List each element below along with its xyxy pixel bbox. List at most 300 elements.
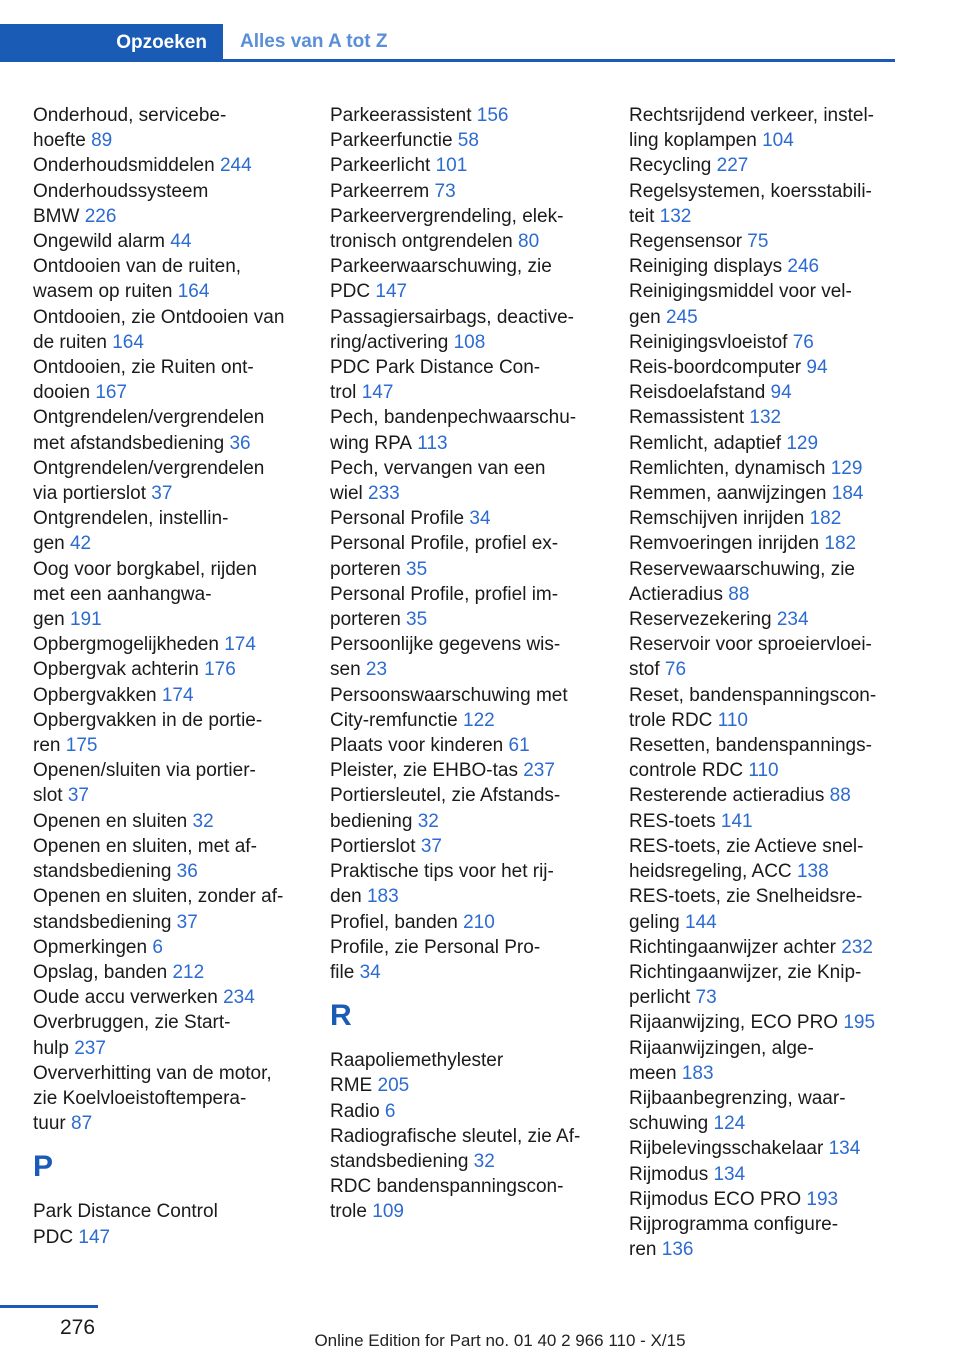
index-entry (330, 531, 620, 581)
page-link[interactable]: 35 (406, 609, 428, 631)
entry-label: Reisdoelafstand (629, 382, 771, 404)
page-link[interactable]: 104 (762, 130, 794, 152)
page-link[interactable]: 136 (661, 1239, 694, 1261)
entry-label: Rijbaanbegrenzing, waar- (629, 1087, 846, 1109)
entry-label: Parkeerassistent (330, 105, 477, 126)
page-link[interactable]: 167 (95, 382, 128, 404)
index-entry (629, 783, 894, 808)
page-link[interactable]: 234 (223, 987, 255, 1009)
index-entry (330, 632, 620, 682)
entry-text (33, 531, 323, 556)
page-link[interactable]: 138 (796, 861, 829, 883)
entry-label: Resterende actieradius (629, 785, 830, 807)
entry-text (33, 1061, 323, 1086)
entry-text (629, 204, 894, 229)
index-column-3 (629, 103, 894, 1262)
entry-text (629, 305, 894, 330)
page-link[interactable]: 156 (476, 105, 509, 126)
page-link[interactable]: 147 (375, 281, 408, 303)
index-entry (629, 884, 894, 934)
index-entry (33, 960, 323, 985)
page-link[interactable]: 87 (71, 1113, 93, 1135)
entry-text (33, 128, 323, 153)
entry-label: Oog voor borgkabel, rijden (33, 558, 257, 580)
index-entry (330, 1174, 620, 1224)
page-link[interactable]: 110 (717, 709, 748, 731)
index-entry (330, 1099, 620, 1124)
entry-label: RES-toets, zie Actieve snel- (629, 835, 864, 857)
page-link[interactable]: 32 (417, 810, 439, 832)
entry-label: Openen en sluiten (33, 810, 193, 832)
page-link[interactable]: 88 (829, 785, 851, 807)
entry-text (330, 1073, 620, 1098)
page-link[interactable]: 109 (372, 1201, 404, 1223)
entry-label: Regensensor (629, 231, 748, 253)
index-entry (629, 1212, 894, 1262)
entry-text (33, 355, 323, 380)
entry-label: meen (629, 1062, 682, 1084)
entry-text (330, 128, 620, 153)
page-link[interactable]: 134 (828, 1138, 861, 1160)
index-entry (629, 153, 894, 178)
entry-text (33, 809, 323, 834)
entry-text (330, 884, 620, 909)
entry-text (330, 632, 620, 657)
entry-text (330, 582, 620, 607)
entry-label: Ontdooien, zie Ruiten ont- (33, 357, 254, 379)
index-entry (629, 380, 894, 405)
entry-label: ring/activering (330, 331, 454, 353)
page-link[interactable]: 164 (177, 281, 210, 303)
entry-label: tronisch ontgrendelen (330, 231, 519, 253)
entry-text (33, 1111, 323, 1136)
page-link[interactable]: 195 (843, 1012, 876, 1034)
entry-label: Rijmodus ECO PRO (629, 1188, 807, 1210)
entry-label: Parkeerwaarschuwing, zie (330, 256, 552, 278)
entry-label: Personal Profile, profiel ex- (330, 533, 559, 555)
index-entry (33, 985, 323, 1010)
page-link[interactable]: 233 (368, 483, 400, 505)
page-link[interactable]: 183 (366, 886, 399, 908)
entry-label: standsbediening (33, 861, 177, 883)
entry-label: via portierslot (33, 483, 152, 505)
entry-text (629, 229, 894, 254)
page-link[interactable]: 193 (806, 1188, 839, 1210)
page-link[interactable]: 88 (728, 583, 750, 605)
page-link[interactable]: 44 (170, 231, 192, 253)
page-link[interactable]: 237 (523, 760, 555, 782)
entry-text (330, 229, 620, 254)
entry-text (629, 758, 894, 783)
page-link[interactable]: 245 (665, 306, 698, 328)
index-entry (330, 783, 620, 833)
entry-text (629, 985, 894, 1010)
entry-text (629, 279, 894, 304)
page-link[interactable]: 184 (831, 483, 864, 505)
entry-text (33, 1199, 323, 1224)
entry-text (629, 1237, 894, 1262)
entry-text (33, 935, 323, 960)
entry-text (330, 103, 620, 128)
page-link[interactable]: 176 (204, 659, 236, 681)
page-link[interactable]: 212 (172, 961, 205, 983)
entry-text (629, 834, 894, 859)
page-link[interactable]: 232 (841, 936, 873, 958)
page-link[interactable]: 101 (435, 155, 468, 177)
section-letter: P (33, 1150, 54, 1184)
entry-text (629, 380, 894, 405)
entry-text (330, 1124, 620, 1149)
entry-text (629, 884, 894, 909)
page-link[interactable]: 37 (420, 835, 442, 857)
entry-text (33, 607, 323, 632)
page-link[interactable]: 34 (469, 508, 491, 530)
page-link[interactable]: 210 (463, 911, 495, 933)
entry-label: Remlichten, dynamisch (629, 457, 831, 479)
entry-label: Park Distance Control (33, 1201, 218, 1223)
entry-text (33, 481, 323, 506)
index-entry (629, 809, 894, 834)
entry-label: ling koplampen (629, 130, 763, 152)
entry-label: Personal Profile (330, 508, 470, 530)
entry-label: Pech, vervangen van een (330, 457, 546, 479)
entry-label: Personal Profile, profiel im- (330, 583, 559, 605)
page-link[interactable]: 141 (720, 810, 753, 832)
page-link[interactable]: 80 (518, 231, 540, 253)
entry-label: dooien (33, 382, 96, 404)
entry-text (33, 279, 323, 304)
entry-text (33, 758, 323, 783)
entry-label: wing RPA (330, 432, 418, 454)
index-entry (33, 935, 323, 960)
entry-text (629, 330, 894, 355)
page-link[interactable]: 147 (361, 382, 394, 404)
index-entry (629, 834, 894, 884)
index-entry (33, 657, 323, 682)
page-link[interactable]: 37 (67, 785, 89, 807)
entry-text (33, 405, 323, 430)
entry-label: PDC (330, 281, 376, 303)
tab-opzoeken[interactable]: Opzoeken (0, 24, 223, 62)
entry-label: porteren (330, 558, 407, 580)
entry-text (330, 204, 620, 229)
entry-label: PDC Park Distance Con- (330, 357, 541, 379)
index-entry (629, 456, 894, 481)
entry-label: gen (629, 306, 666, 328)
page-link[interactable]: 108 (453, 331, 486, 353)
page-link[interactable]: 76 (664, 659, 687, 681)
entry-text (33, 582, 323, 607)
entry-label: Onderhoudssysteem (33, 180, 209, 202)
page-link[interactable]: 6 (152, 936, 163, 958)
page-link[interactable]: 34 (359, 961, 381, 983)
entry-text (33, 153, 323, 178)
page-link[interactable]: 32 (192, 810, 214, 832)
entry-label: Remmen, aanwijzingen (629, 483, 832, 505)
entry-label: Actieradius (629, 583, 729, 605)
page-link[interactable]: 237 (74, 1037, 106, 1059)
page-link[interactable]: 175 (65, 735, 98, 757)
index-entry (330, 1124, 620, 1174)
entry-label: Onderhoudsmiddelen (33, 155, 220, 177)
index-entry (33, 405, 323, 455)
page-link[interactable]: 58 (457, 130, 479, 152)
entry-label: Openen/sluiten via portier- (33, 760, 256, 782)
page-link[interactable]: 174 (161, 684, 194, 706)
entry-text (33, 1036, 323, 1061)
entry-text (330, 657, 620, 682)
index-entry (629, 1187, 894, 1212)
page-link[interactable]: 23 (365, 659, 388, 681)
entry-label: Richtingaanwijzer achter (629, 936, 842, 958)
page-link[interactable]: 32 (473, 1150, 495, 1172)
index-entry (33, 153, 323, 178)
entry-label: Opmerkingen (33, 936, 153, 958)
entry-label: bediening (330, 810, 418, 832)
entry-label: Reiniging displays (629, 256, 788, 278)
page-link[interactable]: 61 (508, 735, 530, 757)
page-link[interactable]: 6 (384, 1100, 396, 1122)
entry-label: Opbergvakken (33, 684, 162, 706)
page-link[interactable]: 124 (713, 1113, 746, 1135)
entry-text (629, 859, 894, 884)
entry-label: Opslag, banden (33, 961, 173, 983)
entry-text (629, 153, 894, 178)
section-letter: R (330, 999, 352, 1033)
entry-label: Reservewaarschuwing, zie (629, 558, 855, 580)
entry-text (33, 657, 323, 682)
index-entry (33, 179, 323, 229)
index-entry (629, 1162, 894, 1187)
index-entry (629, 557, 894, 607)
page-link[interactable]: 205 (377, 1075, 410, 1097)
entry-text (33, 557, 323, 582)
entry-label: RES-toets (629, 810, 721, 832)
entry-label: de ruiten (33, 331, 113, 353)
entry-label: Profile, zie Personal Pro- (330, 936, 541, 958)
entry-label: Reservezekering (629, 609, 777, 631)
entry-label: Remassistent (629, 407, 750, 429)
page-link[interactable]: 94 (806, 357, 828, 379)
page-link[interactable]: 76 (792, 331, 814, 353)
entry-text (33, 733, 323, 758)
page-link[interactable]: 110 (748, 760, 779, 782)
index-entry (629, 1036, 894, 1086)
page-link[interactable]: 122 (463, 709, 495, 731)
entry-text (629, 1187, 894, 1212)
entry-label: controle RDC (629, 760, 749, 782)
page-link[interactable]: 132 (749, 407, 782, 429)
page-link[interactable]: 73 (434, 180, 456, 202)
entry-label: trole (330, 1201, 373, 1223)
entry-label: zie Koelvloeistoftempera- (33, 1087, 247, 1109)
entry-text (330, 758, 620, 783)
index-column-2 (330, 103, 620, 1225)
entry-label: Persoonlijke gegevens wis- (330, 634, 561, 656)
page-link[interactable]: 182 (824, 533, 857, 555)
page-link[interactable]: 35 (406, 558, 428, 580)
entry-text (629, 1136, 894, 1161)
entry-text (629, 1061, 894, 1086)
page-link[interactable]: 73 (695, 987, 717, 1009)
entry-text (629, 683, 894, 708)
index-entry (330, 153, 620, 178)
entry-label: Portierslot (330, 835, 421, 857)
entry-label: BMW (33, 205, 85, 227)
entry-text (330, 733, 620, 758)
entry-label: Richtingaanwijzer, zie Knip- (629, 961, 862, 983)
index-entry (330, 683, 620, 733)
page-link[interactable]: 227 (716, 155, 749, 177)
index-entry (33, 1010, 323, 1060)
entry-text (33, 683, 323, 708)
index-entry (33, 305, 323, 355)
page-link[interactable]: 42 (69, 533, 92, 555)
entry-text (629, 910, 894, 935)
page-link[interactable]: 226 (84, 205, 117, 227)
index-entry (33, 103, 323, 153)
page-link[interactable]: 36 (176, 861, 198, 883)
entry-label: Pleister, zie EHBO-tas (330, 760, 524, 782)
entry-text (33, 783, 323, 808)
page-link[interactable]: 36 (229, 432, 251, 454)
page-link[interactable]: 234 (776, 609, 809, 631)
entry-label: Overbruggen, zie Start- (33, 1012, 231, 1034)
index-entry (629, 960, 894, 1010)
page-number: 276 (60, 1316, 96, 1339)
index-entry (33, 809, 323, 834)
index-entry (330, 405, 620, 455)
page-link[interactable]: 75 (747, 231, 769, 253)
index-entry (33, 229, 323, 254)
entry-text (629, 431, 894, 456)
entry-text (330, 1099, 620, 1124)
page-link[interactable]: 174 (224, 634, 256, 656)
entry-text (629, 1010, 894, 1035)
index-entry (33, 1061, 323, 1137)
entry-text (330, 456, 620, 481)
entry-text (33, 859, 323, 884)
index-entry (330, 1048, 620, 1098)
page-link[interactable]: 164 (112, 331, 144, 353)
index-entry (33, 884, 323, 934)
tab-alles-van-a-tot-z[interactable]: Alles van A tot Z (240, 30, 388, 52)
entry-label: Openen en sluiten, met af- (33, 835, 257, 857)
page-link[interactable]: 37 (151, 483, 173, 505)
entry-label: Reinigingsvloeistof (629, 331, 793, 353)
entry-label: Ontgrendelen, instellin- (33, 508, 229, 530)
page-link[interactable]: 144 (685, 911, 717, 933)
page-link[interactable]: 183 (681, 1062, 714, 1084)
entry-text (33, 254, 323, 279)
entry-text (330, 910, 620, 935)
index-entry (629, 632, 894, 682)
page-link[interactable]: 129 (830, 457, 863, 479)
entry-label: tuur (33, 1113, 72, 1135)
entry-text (330, 179, 620, 204)
entry-text (629, 1111, 894, 1136)
entry-label: Onderhoud, servicebe- (33, 105, 227, 126)
entry-text (330, 859, 620, 884)
entry-label: hoefte (33, 130, 92, 152)
index-entry (330, 355, 620, 405)
entry-label: geling (629, 911, 685, 933)
footer-edition: Online Edition for Part no. 01 40 2 966 110 - X/15 (314, 1331, 686, 1350)
entry-label: perlicht (629, 987, 696, 1009)
entry-label: slot (33, 785, 68, 807)
entry-text (330, 809, 620, 834)
page-link[interactable]: 244 (219, 155, 252, 177)
index-entry (33, 557, 323, 633)
entry-text (330, 153, 620, 178)
entry-label: Ontgrendelen/vergrendelen (33, 457, 265, 479)
page-link[interactable]: 132 (659, 205, 692, 227)
entry-text (33, 632, 323, 657)
entry-text (330, 607, 620, 632)
entry-label: wiel (330, 483, 369, 505)
entry-label: Ontgrendelen/vergrendelen (33, 407, 265, 429)
entry-text (330, 1174, 620, 1199)
index-entry (330, 305, 620, 355)
entry-label: Parkeervergrendeling, elek- (330, 205, 564, 227)
entry-text (629, 179, 894, 204)
entry-label: standsbediening (330, 1150, 474, 1172)
index-entry (33, 834, 323, 884)
entry-label: Raapoliemethylester (330, 1050, 504, 1072)
page-link[interactable]: 113 (417, 432, 448, 454)
page-link[interactable]: 191 (69, 609, 102, 631)
page-link[interactable]: 246 (787, 256, 820, 278)
entry-label: RDC bandenspanningscon- (330, 1176, 564, 1198)
entry-text (33, 229, 323, 254)
index-entry (330, 758, 620, 783)
page-link[interactable]: 182 (809, 508, 842, 530)
entry-label: teit (629, 205, 660, 227)
entry-label: Remvoeringen inrijden (629, 533, 825, 555)
entry-text (330, 935, 620, 960)
page-link[interactable]: 129 (786, 432, 819, 454)
entry-text (33, 506, 323, 531)
entry-text (330, 783, 620, 808)
entry-label: Opbergvak achterin (33, 659, 205, 681)
entry-text (629, 708, 894, 733)
page-link[interactable]: 94 (770, 382, 792, 404)
index-entry (330, 103, 620, 128)
entry-label: Oververhitting van de motor, (33, 1062, 272, 1084)
entry-label: Rijbelevingsschakelaar (629, 1138, 829, 1160)
entry-label: Rijmodus (629, 1163, 714, 1185)
page-link[interactable]: 134 (713, 1163, 746, 1185)
entry-text (629, 355, 894, 380)
entry-label: Rijaanwijzingen, alge- (629, 1037, 814, 1059)
entry-label: Reinigingsmiddel voor vel- (629, 281, 852, 303)
entry-text (330, 1149, 620, 1174)
entry-text (330, 1048, 620, 1073)
page-link[interactable]: 89 (91, 130, 113, 152)
index-entry (629, 279, 894, 329)
page-link[interactable]: 147 (78, 1226, 111, 1248)
entry-label: Ontdooien van de ruiten, (33, 256, 242, 278)
page-link[interactable]: 37 (176, 911, 198, 933)
entry-text (33, 834, 323, 859)
entry-text (33, 960, 323, 985)
entry-label: Remschijven inrijden (629, 508, 810, 530)
index-entry (629, 1010, 894, 1035)
entry-label: Radiografische sleutel, zie Af- (330, 1125, 581, 1147)
entry-text (629, 960, 894, 985)
entry-label: Opbergmogelijkheden (33, 634, 225, 656)
entry-label: Rijaanwijzing, ECO PRO (629, 1012, 844, 1034)
